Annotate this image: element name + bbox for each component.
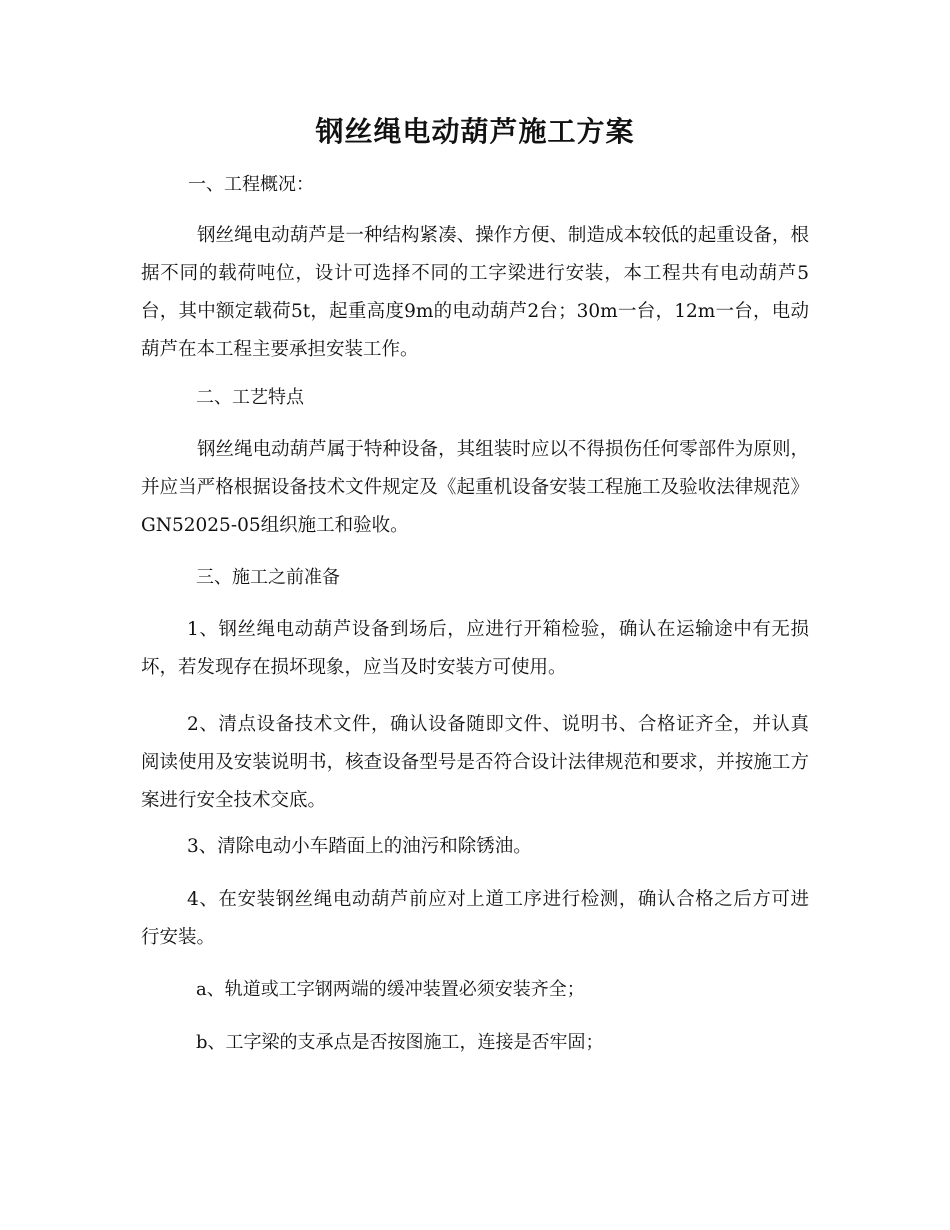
paragraph-process-features: 钢丝绳电动葫芦属于特种设备，其组装时应以不得损伤任何零部件为原则，并应当严格根据设备技术文件规定及《起重机设备安装工程施工及验收法律规范》GN52025-05组织施工和验收。 [141,439,809,536]
paragraph-prep-1: 1、钢丝绳电动葫芦设备到场后，应进行开箱检验，确认在运输途中有无损坏，若发现存在损坏现象，应当及时安装方可使用。 [141,619,809,678]
section-heading-process-features: 二、工艺特点 [196,387,304,408]
paragraph-overview: 钢丝绳电动葫芦是一种结构紧凑、操作方便、制造成本较低的起重设备，根据不同的载荷吨位，设计可选择不同的工字梁进行安装，本工程共有电动葫芦5台，其中额定载荷5t，起重高度9m的电动葫芦2台；30m一台，12m一台，电动葫芦在本工程主要承担安装工作。 [141,225,809,360]
list-item-a: a、轨道或工字钢两端的缓冲装置必须安装齐全； [196,979,585,1000]
section-heading-overview: 一、工程概况： [188,174,314,195]
paragraph-prep-4: 4、在安装钢丝绳电动葫芦前应对上道工序进行检测，确认合格之后方可进行安装。 [141,889,809,948]
list-item-b: b、工字梁的支承点是否按图施工，连接是否牢固； [196,1032,604,1053]
paragraph-prep-2: 2、清点设备技术文件，确认设备随即文件、说明书、合格证齐全，并认真阅读使用及安装说明书，核查设备型号是否符合设计法律规范和要求，并按施工方案进行安全技术交底。 [141,714,809,811]
document-title: 钢丝绳电动葫芦施工方案 [315,115,635,148]
section-heading-preparation: 三、施工之前准备 [196,567,340,588]
paragraph-prep-3: 3、清除电动小车踏面上的油污和除锈油。 [187,836,532,857]
